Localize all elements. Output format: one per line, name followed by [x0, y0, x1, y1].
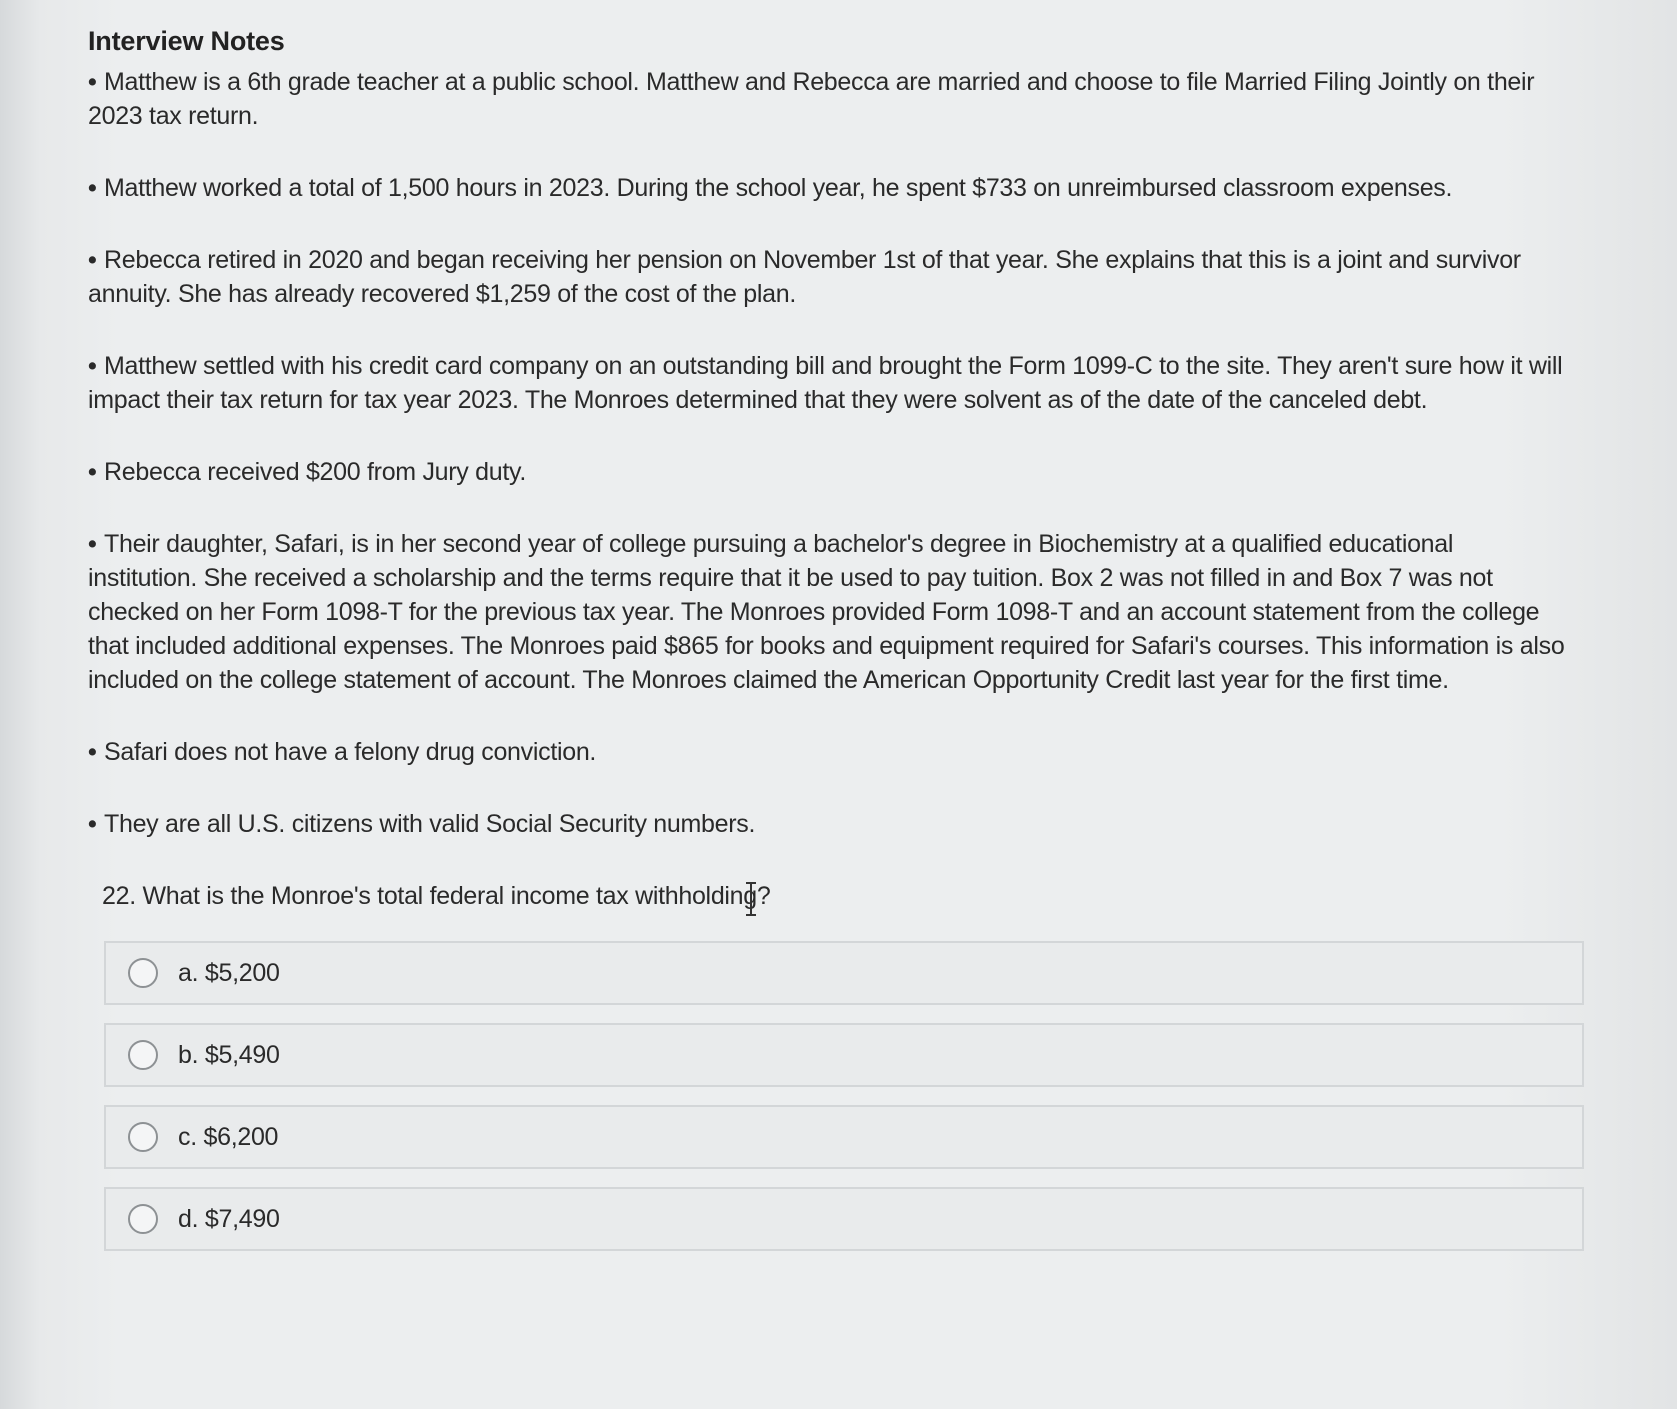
radio-button[interactable]: [128, 1204, 158, 1234]
note-text: Matthew is a 6th grade teacher at a public school. Matthew and Rebecca are married and choose to file Married Filing Jointly on their 2023 tax return.: [88, 68, 1535, 130]
note-text: Rebecca received $200 from Jury duty.: [104, 458, 526, 486]
note-text: Safari does not have a felony drug conviction.: [104, 738, 597, 766]
note-text: Rebecca retired in 2020 and began receiving her pension on November 1st of that year. She explains that this is a joint and survivor annuity. She has already recovered $1,259 of the cost of the plan.: [88, 246, 1521, 308]
note-item: [88, 527, 1567, 697]
option-label: b. $5,490: [178, 1040, 280, 1069]
note-text: Matthew worked a total of 1,500 hours in 2023. During the school year, he spent $733 on unreimbursed classroom expenses.: [104, 174, 1453, 202]
bullet-icon: •: [88, 174, 97, 202]
question-text: [102, 879, 1567, 913]
bullet-icon: •: [88, 530, 97, 558]
text-cursor-icon: [745, 881, 755, 917]
question-label: 22. What is the Monroe's total federal income tax withholding?: [102, 882, 771, 910]
radio-button[interactable]: [128, 958, 158, 988]
radio-button[interactable]: [128, 1122, 158, 1152]
bullet-icon: •: [88, 810, 97, 838]
note-item: [88, 807, 1567, 841]
note-item: [88, 65, 1567, 133]
note-text: Matthew settled with his credit card company on an outstanding bill and brought the Form 1099-C to the site. They aren't sure how it will impact their tax return for tax year 2023. The Monroes determined that they were solvent as of the date of the canceled debt.: [88, 352, 1563, 414]
interview-notes-heading: Interview Notes: [88, 26, 285, 56]
bullet-icon: •: [88, 352, 97, 380]
bullet-icon: •: [88, 68, 97, 96]
option-label: d. $7,490: [178, 1204, 280, 1233]
option-label: a. $5,200: [178, 958, 280, 987]
bullet-icon: •: [88, 246, 97, 274]
option-c[interactable]: [104, 1105, 1584, 1169]
note-item: [88, 349, 1567, 417]
note-text: They are all U.S. citizens with valid Social Security numbers.: [104, 810, 756, 838]
note-item: [88, 171, 1567, 205]
note-item: [88, 455, 1567, 489]
note-item: [88, 735, 1567, 769]
bullet-icon: •: [88, 458, 97, 486]
answer-options: [104, 941, 1584, 1251]
bullet-icon: •: [88, 738, 97, 766]
option-a[interactable]: [104, 941, 1584, 1005]
radio-button[interactable]: [128, 1040, 158, 1070]
option-d[interactable]: [104, 1187, 1584, 1251]
note-item: [88, 243, 1567, 311]
note-text: Their daughter, Safari, is in her second year of college pursuing a bachelor's degree in Biochemistry at a qualified educational institution. She received a scholarship and the terms require that it be used to pay tuition. Box 2 was not filled in and Box 7 was not checked on her Form 1098-T for the previous tax year. The Monroes provided Form 1098-T and an account statement from the college that included additional expenses. The Monroes paid $865 for books and equipment required for Safari's courses. This information is also included on the college statement of account. The Monroes claimed the American Opportunity Credit last year for the first time.: [88, 530, 1565, 694]
option-label: c. $6,200: [178, 1122, 279, 1151]
option-b[interactable]: [104, 1023, 1584, 1087]
